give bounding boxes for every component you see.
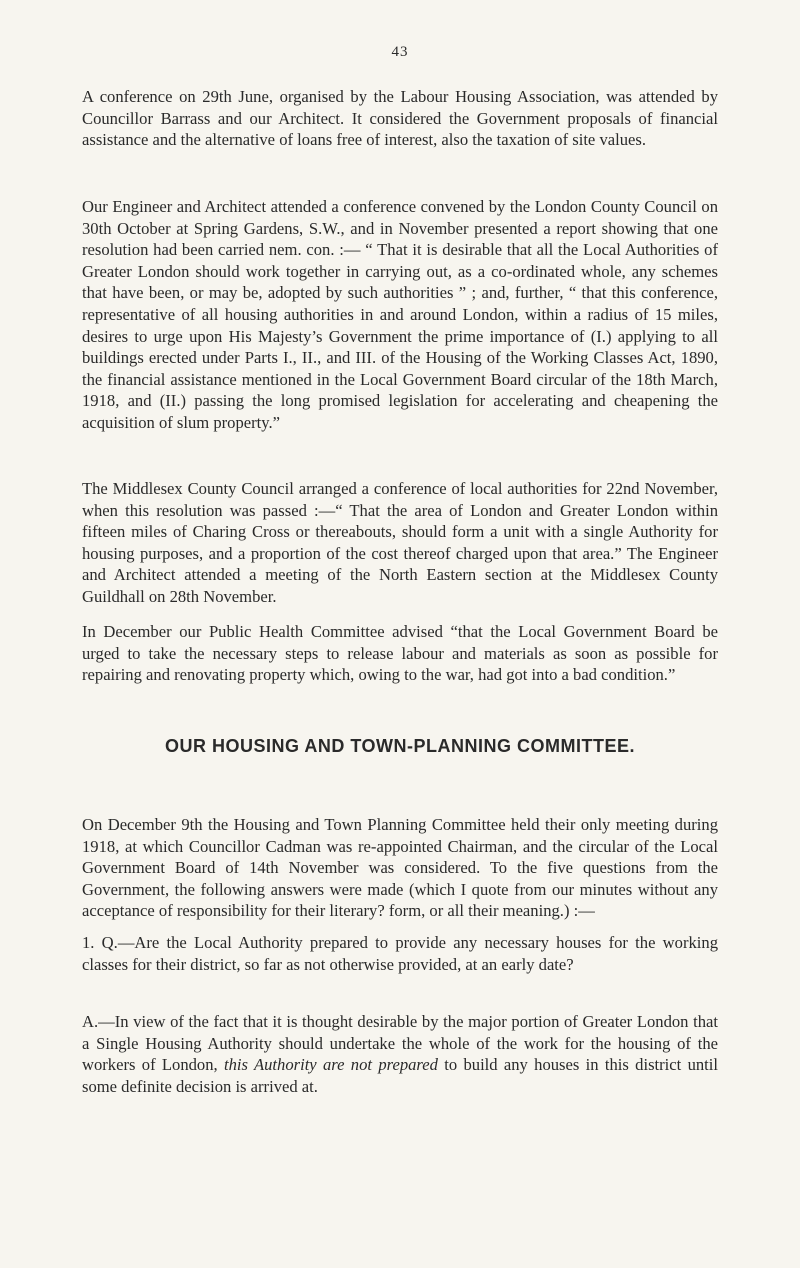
section-heading: OUR HOUSING AND TOWN-PLANNING COMMITTEE. (165, 736, 635, 756)
answer-text-before: A.—In view of the fact that it is thought desirable by the major portion of Greater London that a Single Housing Authority should undertake the whole of the work for the housing of the workers of London, (82, 1012, 718, 1075)
paragraph-committee-meeting: On December 9th the Housing and Town Planning Committee held their only meeting during 1918, at which Councillor Cadman was re-appointed Chairman, and the circular of the Local Government Board of 14th November was considered. To the five questions from the Government, the following answers were made (which I quote from our minutes without any acceptance of responsibility for their literary? form, or all their meaning.) :— (82, 815, 718, 921)
paragraph-labour-housing-conference: A conference on 29th June, organised by the Labour Housing Association, was attended by Councillor Barrass and our Architect. It considered the Government proposals of financial assistance and the alternative of loans free of interest, also the taxation of site values. (82, 87, 718, 150)
paragraph-middlesex-conference: The Middlesex County Council arranged a conference of local authorities for 22nd November, when this resolution was passed :—“ That the area of London and Greater London within fifteen miles of Charing Cross or thereabouts, should form a unit with a single Authority for housing purposes, and a proportion of the cost thereof charged upon that area.” The Engineer and Architect attended a meeting of the North Eastern section at the Middlesex County Guildhall on 28th November. (82, 479, 718, 606)
paragraph-lcc-conference: Our Engineer and Architect attended a conference convened by the London County Council on 30th October at Spring Gardens, S.W., and in November presented a report showing that one resolution had been carried nem. con. :— “ That it is desirable that all the Local Authorities of Greater London should work together in carrying out, as a co-ordinated whole, any schemes that have been, or may be, adopted by such authorities ” ; and, further, “ that this conference, representative of all housing authorities in and around London, within a radius of 15 miles, desires to urge upon His Majesty’s Government the prime importance of (I.) applying to all buildings erected under Parts I., II., and III. of the Housing of the Working Classes Act, 1890, the financial assistance mentioned in the Local Government Board circular of the 18th March, 1918, and (II.) passing the long promised legislation for accelerating and cheapening the acquisition of slum property.” (82, 197, 718, 432)
answer-text-italic: this Authority are not prepared (224, 1055, 438, 1075)
page-number: 43 (391, 44, 409, 60)
answer-1 (82, 1011, 718, 1097)
answer-text-after: to build any houses in this district until some definite decision is arrived at. (82, 1055, 718, 1096)
question-1: 1. Q.—Are the Local Authority prepared to provide any necessary houses for the working classes for their district, so far as not otherwise provided, at an early date? (82, 933, 718, 974)
paragraph-public-health-committee: In December our Public Health Committee advised “that the Local Government Board be urged to take the necessary steps to release labour and materials as soon as possible for repairing and renovating property which, owing to the war, had got into a bad condition.” (82, 622, 718, 685)
